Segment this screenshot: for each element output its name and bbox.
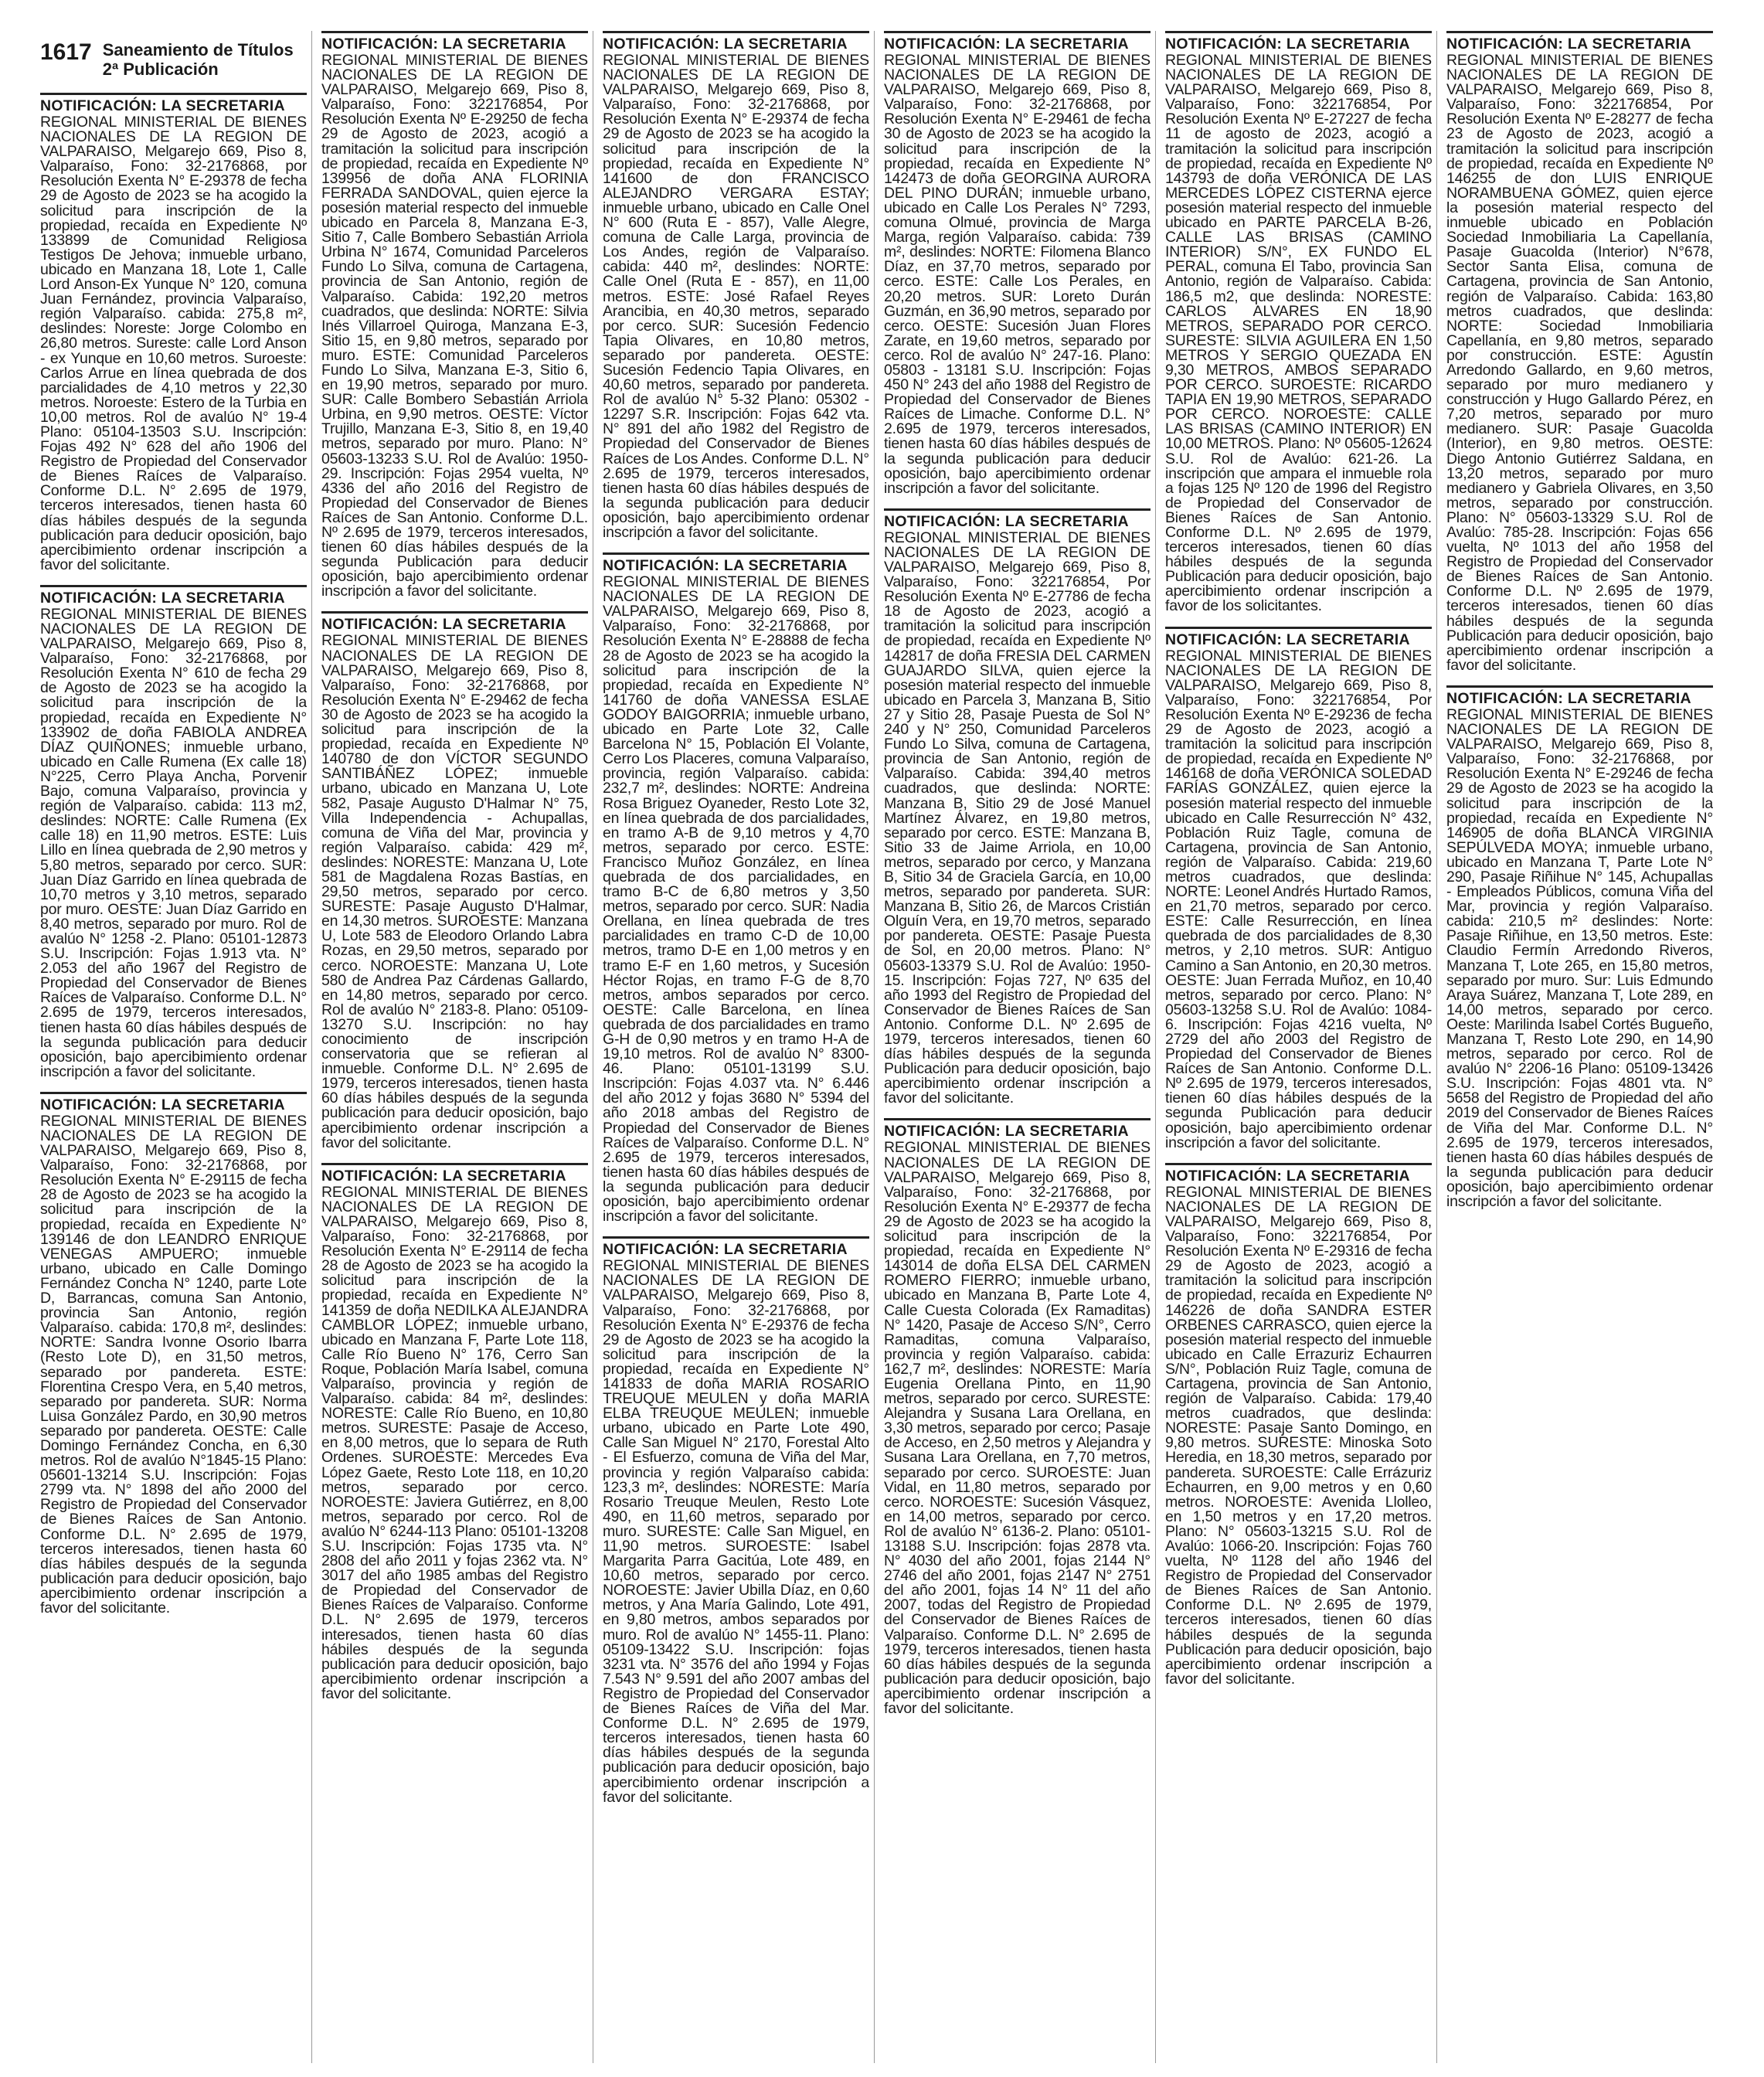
notice (603, 1236, 869, 1804)
notice (884, 31, 1151, 496)
notice (603, 31, 869, 540)
notice-body: REGIONAL MINISTERIAL DE BIENES NACIONALES DE LA REGION DE VALPARAISO, Melgarejo 669, Piso 8, Valparaíso, Fono: 322176854, Por Resolución Exenta Nº E-29250 de fecha 29 de Agosto de 2023, acogió a tramitación la solicitud para inscripción de propiedad, recaída en Expediente Nº 139956 de doña ANA FLORINIA FERRADA SANDOVAL, quien ejerce la posesión material respecto del inmueble ubicado en Parcela 8, Manzana E-3, Sitio 7, Calle Bombero Sebastián Arriola Urbina N° 1674, Comunidad Parceleros Fundo Lo Silva, comuna de Cartagena, provincia de San Antonio, región de Valparaíso. Cabida: 192,20 metros cuadrados, que deslinda: NORTE: Silvia Inés Villarroel Quiroga, Manzana E-3, Sitio 15, en 9,80 metros, separado por muro. ESTE: Comunidad Parceleros Fundo Lo Silva, Manzana E-3, Sitio 6, en 19,90 metros, separado por muro. SUR: Calle Bombero Sebastián Arriola Urbina, en 9,90 metros. OESTE: Víctor Trujillo, Manzana E-3, Sitio 8, en 19,40 metros, separado por muro. Plano: N° 05603-13233 S.U. Rol de Avalúo: 1950-29. Inscripción: Fojas 2954 vuelta, Nº 4336 del año 2016 del Registro de Propiedad del Conservador de Bienes Raíces de San Antonio. Conforme D.L. Nº 2.695 de 1979, terceros interesados, tienen 60 días hábiles después de la segunda Publicación para deducir oposición, bajo apercibimiento ordenar inscripción a favor del solicitante. (321, 52, 588, 600)
notice-title: NOTIFICACIÓN: LA SECRETARIA (1446, 685, 1713, 708)
section-title: Saneamiento de Títulos (102, 40, 294, 59)
section-header (40, 31, 307, 93)
publication-label: 2ª Publicación (102, 59, 219, 79)
notice-body: REGIONAL MINISTERIAL DE BIENES NACIONALES DE LA REGION DE VALPARAISO, Melgarejo 669, Piso 8, Valparaíso, Fono: 32-2176868, por Resolución Exenta N° E-29378 de fecha 29 de Agosto de 2023 se ha acogido la solicitud para inscripción de la propiedad, recaída en Expediente Nº 133899 de Comunidad Religiosa Testigos De Jehova; inmueble urbano, ubicado en Manzana 18, Lote 1, Calle Lord Anson-Ex Yunque N° 120, comuna Juan Fernández, provincia Valparaíso, región Valparaíso. cabida: 275,8 m², deslindes: Noreste: Jorge Colombo en 26,80 metros. Sureste: calle Lord Anson - ex Yunque en 10,60 metros. Suroeste: Carlos Arrue en línea quebrada de dos parcialidades de 4,10 metros y 22,30 metros. Noroeste: Estero de la Turbia en 10,00 metros. Rol de avalúo N° 19-4 Plano: 05104-13503 S.U. Inscripción: Fojas 492 N° 628 del año 1906 del Registro de Propiedad del Conservador de Bienes Raíces de Valparaíso. Conforme D.L. N° 2.695 de 1979, terceros interesados, tienen hasta 60 días hábiles después de la segunda publicación para deducir oposición, bajo apercibimiento ordenar inscripción a favor del solicitante. (40, 114, 307, 573)
column-2 (321, 31, 588, 2063)
notice-body: REGIONAL MINISTERIAL DE BIENES NACIONALES DE LA REGION DE VALPARAISO, Melgarejo 669, Piso 8, Valparaíso, Fono: 32-2176868, por Resolución Exenta N° E-29115 de fecha 28 de Agosto de 2023 se ha acogido la solicitud para inscripción de la propiedad, recaída en Expediente N° 139146 de don LEANDRO ENRIQUE VENEGAS AMPUERO; inmueble urbano, ubicado en Calle Domingo Fernández Concha N° 1240, parte Lote D, Barrancas, comuna San Antonio, provincia San Antonio, región Valparaíso. cabida: 170,8 m², deslindes: NORTE: Sandra Ivonne Osorio Ibarra (Resto Lote D), en 31,50 metros, separado por pandereta. ESTE: Florentina Crespo Vera, en 5,40 metros, separado por pandereta. SUR: Norma Luisa González Pardo, en 30,90 metros separado por pandereta. OESTE: Calle Domingo Fernández Concha, en 6,30 metros. Rol de avalúo N°1845-15 Plano: 05601-13214 S.U. Inscripción: Fojas 2799 vta. N° 1898 del año 2000 del Registro de Propiedad del Conservador de Bienes Raíces de San Antonio. Conforme D.L. N° 2.695 de 1979, terceros interesados, tienen hasta 60 días hábiles después de la segunda publicación para deducir oposición, bajo apercibimiento ordenar inscripción a favor del solicitante. (40, 1112, 307, 1616)
notice-body: REGIONAL MINISTERIAL DE BIENES NACIONALES DE LA REGION DE VALPARAISO, Melgarejo 669, Piso 8, Valparaíso, Fono: 32-2176868, por Resolución Exenta N° E-29462 de fecha 30 de Agosto de 2023 se ha acogido la solicitud para inscripción de la propiedad, recaída en Expediente Nº 140780 de don VÍCTOR SEGUNDO SANTIBÁÑEZ LÓPEZ; inmueble urbano, ubicado en Manzana U, Lote 582, Pasaje Augusto D'Halmar N° 75, Villa Independencia - Achupallas, comuna de Viña del Mar, provincia y región Valparaíso. cabida: 429 m², deslindes: NORESTE: Manzana U, Lote 581 de Magdalena Rozas Bastías, en 29,50 metros, separado por cerco. SURESTE: Pasaje Augusto D'Halmar, en 14,30 metros. SUROESTE: Manzana U, Lote 583 de Eleodoro Orlando Labra Rozas, en 29,50 metros, separado por cerco. NOROESTE: Manzana U, Lote 580 de Andrea Paz Cárdenas Gallardo, en 14,80 metros, separado por cerco. Rol de avalúo N° 2183-8. Plano: 05109-13270 S.U. Inscripción: no hay conocimiento de inscripción conservatoria que se refieran al inmueble. Conforme D.L. N° 2.695 de 1979, terceros interesados, tienen hasta 60 días hábiles después de la segunda publicación para deducir oposición, bajo apercibimiento ordenar inscripción a favor del solicitante. (321, 632, 588, 1151)
notice-title: NOTIFICACIÓN: LA SECRETARIA (884, 31, 1151, 53)
column-3 (603, 31, 869, 2063)
notice-body: REGIONAL MINISTERIAL DE BIENES NACIONALES DE LA REGION DE VALPARAISO, Melgarejo 669, Piso 8, Valparaíso, Fono: 32-2176868, por Resolución Exenta N° E-29376 de fecha 29 de Agosto de 2023 se ha acogido la solicitud para inscripción de la propiedad, recaída en Expediente N° 141833 de doña MARIA ROSARIO TREUQUE MEULEN y doña MARIA ELBA TREUQUE MEULEN; inmueble urbano, ubicado en Parte Lote 490, Calle San Miguel N° 2170, Forestal Alto - El Esfuerzo, comuna de Viña del Mar, provincia y región Valparaíso cabida: 123,3 m², deslindes: NORESTE: María Rosario Treuque Meulen, Resto Lote 490, en 11,60 metros, separado por muro. SURESTE: Calle San Miguel, en 11,90 metros. SUROESTE: Isabel Margarita Parra Gacitúa, Lote 489, en 10,60 metros, separado por cerco. NOROESTE: Javier Ubilla Díaz, en 0,60 metros, y Ana María Galindo, Lote 491, en 9,80 metros, ambos separados por muro. Rol de avalúo N° 1455-11. Plano: 05109-13422 S.U. Inscripción: fojas 3231 vta. N° 3576 del año 1994 y Fojas 7.543 N° 9.591 del año 2007 ambas del Registro de Propiedad del Conservador de Bienes Raíces de Viña del Mar. Conforme D.L. N° 2.695 de 1979, terceros interesados, tienen hasta 60 días hábiles después de la segunda publicación para deducir oposición, bajo apercibimiento ordenar inscripción a favor del solicitante. (603, 1257, 869, 1806)
column-divider (1436, 31, 1437, 2063)
notice (1446, 31, 1713, 673)
notice-body: REGIONAL MINISTERIAL DE BIENES NACIONALES DE LA REGION DE VALPARAISO, Melgarejo 669, Piso 8, Valparaíso, Fono: 322176854, Por Resolución Exenta Nº E-27786 de fecha 18 de Agosto de 2023, acogió a tramitación la solicitud para inscripción de propiedad, recaída en Expediente Nº 142817 de doña FRESIA DEL CARMEN GUAJARDO SILVA, quien ejerce la posesión material respecto del inmueble ubicado en Parcela 3, Manzana B, Sitio 27 y Sitio 28, Pasaje Puesta de Sol N° 240 y N° 250, Comunidad Parceleros Fundo Lo Silva, comuna de Cartagena, provincia de San Antonio, región de Valparaíso. Cabida: 394,40 metros cuadrados, que deslinda: NORTE: Manzana B, Sitio 29 de José Manuel Martínez Álvarez, en 19,80 metros, separado por cerco. ESTE: Manzana B, Sitio 33 de Jaime Arriola, en 10,00 metros, separado por cerco, y Manzana B, Sitio 34 de Graciela García, en 10,00 metros, separado por pandereta. SUR: Manzana B, Sitio 26, de Marcos Cristián Olguín Vera, en 19,70 metros, separado por pandereta. OESTE: Pasaje Puesta de Sol, en 20,00 metros. Plano: N° 05603-13379 S.U. Rol de Avalúo: 1950-15. Inscripción: Fojas 727, Nº 635 del año 1993 del Registro de Propiedad del Conservador de Bienes Raíces de San Antonio. Conforme D.L. Nº 2.695 de 1979, terceros interesados, tienen 60 días hábiles después de la segunda Publicación para deducir oposición, bajo apercibimiento ordenar inscripción a favor del solicitante. (884, 529, 1151, 1107)
notice-body: REGIONAL MINISTERIAL DE BIENES NACIONALES DE LA REGION DE VALPARAISO, Melgarejo 669, Piso 8, Valparaíso, Fono: 32-2176868, por Resolución Exenta N° E-29461 de fecha 30 de Agosto de 2023 se ha acogido la solicitud para inscripción de la propiedad, recaída en Expediente N° 142473 de doña GEORGINA AURORA DEL PINO DURÁN; inmueble urbano, ubicado en Calle Los Perales N° 7293, comuna Olmué, provincia de Marga Marga, región Valparaíso. cabida: 739 m², deslindes: NORTE: Filomena Blanco Díaz, en 37,70 metros, separado por cerco. ESTE: Calle Los Perales, en 20,20 metros. SUR: Loreto Durán Guzmán, en 36,90 metros, separado por cerco. OESTE: Sucesión Juan Flores Zarate, en 19,60 metros, separado por cerco. Rol de avalúo N° 247-16. Plano: 05803 - 13181 S.U. Inscripción: Fojas 450 N° 243 del año 1988 del Registro de Propiedad del Conservador de Bienes Raíces de Limache. Conforme D.L. N° 2.695 de 1979, terceros interesados, tienen hasta 60 días hábiles después de la segunda publicación para deducir oposición, bajo apercibimiento ordenar inscripción a favor del solicitante. (884, 52, 1151, 497)
notice-title: NOTIFICACIÓN: LA SECRETARIA (40, 1092, 307, 1114)
notice-body: REGIONAL MINISTERIAL DE BIENES NACIONALES DE LA REGION DE VALPARAISO, Melgarejo 669, Piso 8, Valparaíso, Fono: 32-2176868, por Resolución Exenta N° 610 de fecha 29 de Agosto de 2023 se ha acogido la solicitud para inscripción de la propiedad, recaída en Expediente N° 133902 de doña FABIOLA ANDREA DÍAZ QUIÑONES; inmueble urbano, ubicado en Calle Rumena (Ex calle 18) N°225, Cerro Playa Ancha, Porvenir Bajo, comuna Valparaíso, provincia y región de Valparaíso. cabida: 113 m2, deslindes: NORTE: Calle Rumena (Ex calle 18) en 11,90 metros. ESTE: Luis Lillo en línea quebrada de 2,90 metros y 5,80 metros, separado por cerco. SUR: Juan Díaz Garrido en línea quebrada de 10,70 metros y 3,10 metros, separado por muro. OESTE: Juan Díaz Garrido en 8,40 metros, separado por muro. Rol de avalúo N° 1258 -2. Plano: 05101-12873 S.U. Inscripción: Fojas 1.913 vta. N° 2.053 del año 1967 del Registro de Propiedad del Conservador de Bienes Raíces de Valparaíso. Conforme D.L. N° 2.695 de 1979, terceros interesados, tienen hasta 60 días hábiles después de la segunda publicación para deducir oposición, bajo apercibimiento ordenar inscripción a favor del solicitante. (40, 605, 307, 1080)
column-5 (1165, 31, 1432, 2063)
notice-title: NOTIFICACIÓN: LA SECRETARIA (321, 1163, 588, 1185)
notice-title: NOTIFICACIÓN: LA SECRETARIA (40, 585, 307, 607)
notice-title: NOTIFICACIÓN: LA SECRETARIA (1446, 31, 1713, 53)
notice (40, 1092, 307, 1616)
notice (40, 93, 307, 573)
notice-title: NOTIFICACIÓN: LA SECRETARIA (884, 1118, 1151, 1140)
column-6 (1446, 31, 1713, 2063)
page-number: 1617 (40, 39, 92, 65)
notice-title: NOTIFICACIÓN: LA SECRETARIA (1165, 31, 1432, 53)
notice (321, 611, 588, 1150)
column-divider (1155, 31, 1156, 2063)
notice (884, 1118, 1151, 1716)
notice-body: REGIONAL MINISTERIAL DE BIENES NACIONALES DE LA REGION DE VALPARAISO, Melgarejo 669, Piso 8, Valparaíso, Fono: 32-2176868, por Resolución Exenta N° E-29377 de fecha 29 de Agosto de 2023 se ha acogido la solicitud para inscripción de la propiedad, recaída en Expediente N° 143014 de doña ELSA DEL CARMEN ROMERO FIERRO; inmueble urbano, ubicado en Manzana B, Parte Lote 4, Calle Cuesta Colorada (Ex Ramaditas) N° 1420, Pasaje de Acceso S/N°, Cerro Ramaditas, comuna Valparaíso, provincia y región Valparaíso. cabida: 162,7 m², deslindes: NORESTE: María Eugenia Orellana Pinto, en 11,90 metros, separado por cerco. SURESTE: Alejandra y Susana Lara Orellana, en 3,30 metros, separado por cerco; Pasaje de Acceso, en 2,50 metros y Alejandra y Susana Lara Orellana, en 7,70 metros, separado por cerco. SUROESTE: Juan Vidal, en 11,80 metros, separado por cerco. NOROESTE: Sucesión Vásquez, en 14,00 metros, separado por cerco. Rol de avalúo N° 6136-2. Plano: 05101-13188 S.U. Inscripción: fojas 2878 vta. N° 4030 del año 2001, fojas 2144 N° 2746 del año 2001, fojas 2147 N° 2751 del año 2001, fojas 14 N° 11 del año 2007, todas del Registro de Propiedad del Conservador de Bienes Raíces de Valparaíso. Conforme D.L. N° 2.695 de 1979, terceros interesados, tienen hasta 60 días hábiles después de la segunda publicación para deducir oposición, bajo apercibimiento ordenar inscripción a favor del solicitante. (884, 1139, 1151, 1718)
notice-body: REGIONAL MINISTERIAL DE BIENES NACIONALES DE LA REGION DE VALPARAISO, Melgarejo 669, Piso 8, Valparaíso, Fono: 322176854, Por Resolución Exenta Nº E-27227 de fecha 11 de agosto de 2023, acogió a tramitación la solicitud para inscripción de propiedad, recaída en Expediente Nº 143793 de doña VERÓNICA DE LAS MERCEDES LÓPEZ CISTERNA ejerce posesión material respecto del inmueble ubicado en PARTE PARCELA B-26, CALLE LAS BRISAS (CAMINO INTERIOR) S/N°, EX FUNDO EL PERAL, comuna El Tabo, provincia San Antonio, región de Valparaíso. Cabida: 186,5 m2, que deslinda: NORESTE: CARLOS ALVARES EN 18,90 METROS, SEPARADO POR CERCO. SURESTE: SILVIA AGUILERA EN 1,50 METROS Y SERGIO QUEZADA EN 9,30 METROS, AMBOS SEPARADO POR CERCO. SUROESTE: RICARDO TAPIA EN 19,90 METROS, SEPARADO POR CERCO. NOROESTE: CALLE LAS BRISAS (CAMINO INTERIOR) EN 10,00 METROS. Plano: Nº 05605-12624 S.U. Rol de Avalúo: 621-26. La inscripción que ampara el inmueble rola a fojas 125 Nº 120 de 1996 del Registro de Propiedad del Conservador de Bienes Raíces de San Antonio. Conforme D.L. Nº 2.695 de 1979, terceros interesados, tienen 60 días hábiles después de la segunda Publicación para deducir oposición, bajo apercibimiento ordenar inscripción a favor de los solicitantes. (1165, 52, 1432, 615)
notice-body: REGIONAL MINISTERIAL DE BIENES NACIONALES DE LA REGION DE VALPARAISO, Melgarejo 669, Piso 8, Valparaíso, Fono: 32-2176868, por Resolución Exenta N° E-28888 de fecha 28 de Agosto de 2023 se ha acogido la solicitud para inscripción de la propiedad, recaída en Expediente N° 141760 de doña VANESSA ESLAE GODOY BAIGORRIA; inmueble urbano, ubicado en Parte Lote 32, Calle Barcelona N° 15, Población El Volante, Cerro Los Placeres, comuna Valparaíso, provincia, región Valparaíso. cabida: 232,7 m², deslindes: NORTE: Andreina Rosa Briguez Oyaneder, Resto Lote 32, en línea quebrada de dos parcialidades, en tramo A-B de 9,10 metros y 4,70 metros, separado por cerco. ESTE: Francisco Muñoz González, en línea quebrada de dos parcialidades, en tramo B-C de 6,80 metros y 3,50 metros, separado por cerco. SUR: Nadia Orellana, en línea quebrada de tres parcialidades en tramo C-D de 10,00 metros, tramo D-E en 1,00 metros y en tramo E-F en 1,60 metros, y Sucesión Héctor Rojas, en tramo F-G de 8,70 metros, ambos separados por cerco. OESTE: Calle Barcelona, en línea quebrada de dos parcialidades en tramo G-H de 0,90 metros y en tramo H-A de 19,10 metros. Rol de avalúo N° 8300-46. Plano: 05101-13199 S.U. Inscripción: Fojas 4.037 vta. N° 6.446 del año 2012 y fojas 3680 N° 5394 del año 2018 ambas del Registro de Propiedad del Conservador de Bienes Raíces de Valparaíso. Conforme D.L. N° 2.695 de 1979, terceros interesados, tienen hasta 60 días hábiles después de la segunda publicación para deducir oposición, bajo apercibimiento ordenar inscripción a favor del solicitante. (603, 573, 869, 1225)
notice (603, 552, 869, 1224)
notice-body: REGIONAL MINISTERIAL DE BIENES NACIONALES DE LA REGION DE VALPARAISO, Melgarejo 669, Piso 8, Valparaíso, Fono: 32-2176868, por Resolución Exenta N° E-29114 de fecha 28 de Agosto de 2023 se ha acogido la solicitud para inscripción de la propiedad, recaída en Expediente N° 141359 de doña NEDILKA ALEJANDRA CAMBLOR LÓPEZ; inmueble urbano, ubicado en Manzana F, Parte Lote 118, Calle Río Bueno N° 176, Cerro San Roque, Población María Isabel, comuna Valparaíso, provincia y región de Valparaíso. cabida: 84 m², deslindes: NORESTE: Calle Río Bueno, en 10,80 metros. SURESTE: Pasaje de Acceso, en 8,00 metros, que lo separa de Ruth Ordenes. SUROESTE: Mercedes Eva López Gaete, Resto Lote 118, en 10,20 metros, separado por cerco. NOROESTE: Javiera Gutiérrez, en 8,00 metros, separado por cerco. Rol de avalúo N° 6244-113 Plano: 05101-13208 S.U. Inscripción: Fojas 1735 vta. N° 2808 del año 2011 y fojas 2362 vta. N° 3017 del año 1985 ambas del Registro de Propiedad del Conservador de Bienes Raíces de Valparaíso. Conforme D.L. N° 2.695 de 1979, terceros interesados, tienen hasta 60 días hábiles después de la segunda publicación para deducir oposición, bajo apercibimiento ordenar inscripción a favor del solicitante. (321, 1183, 588, 1702)
notice-body: REGIONAL MINISTERIAL DE BIENES NACIONALES DE LA REGION DE VALPARAISO, Melgarejo 669, Piso 8, Valparaíso, Fono: 322176854, Por Resolución Exenta Nº E-29316 de fecha 29 de Agosto de 2023, acogió a tramitación la solicitud para inscripción de propiedad, recaída en Expediente Nº 146226 de doña SANDRA ESTER ORBENES CARRASCO, quien ejerce la posesión material respecto del inmueble ubicado en Calle Errazuriz Echaurren S/N°, Población Ruiz Tagle, comuna de Cartagena, provincia de San Antonio, región de Valparaíso. Cabida: 179,40 metros cuadrados, que deslinda: NORESTE: Pasaje Santo Domingo, en 9,80 metros. SURESTE: Minoska Soto Heredia, en 18,30 metros, separado por pandereta. SUROESTE: Calle Errázuriz Echaurren, en 9,00 metros y en 0,60 metros. NOROESTE: Avenida Llolleo, en 1,50 metros y en 17,20 metros. Plano: N° 05603-13215 S.U. Rol de Avalúo: 1066-20. Inscripción: Fojas 760 vuelta, Nº 1128 del año 1946 del Registro de Propiedad del Conservador de Bienes Raíces de San Antonio. Conforme D.L. Nº 2.695 de 1979, terceros interesados, tienen 60 días hábiles después de la segunda Publicación para deducir oposición, bajo apercibimiento ordenar inscripción a favor del solicitante. (1165, 1183, 1432, 1688)
notice-title: NOTIFICACIÓN: LA SECRETARIA (603, 552, 869, 575)
column-4 (884, 31, 1151, 2063)
notice (1165, 627, 1432, 1151)
notice-title: NOTIFICACIÓN: LA SECRETARIA (1165, 1163, 1432, 1185)
notice-title: NOTIFICACIÓN: LA SECRETARIA (603, 31, 869, 53)
notice (1446, 685, 1713, 1209)
notice-title: NOTIFICACIÓN: LA SECRETARIA (884, 508, 1151, 531)
notice (884, 508, 1151, 1106)
column-1 (40, 31, 307, 2063)
notice-body: REGIONAL MINISTERIAL DE BIENES NACIONALES DE LA REGION DE VALPARAISO, Melgarejo 669, Piso 8, Valparaíso, Fono: 322176854, Por Resolución Exenta Nº E-29236 de fecha 29 de Agosto de 2023, acogió a tramitación la solicitud para inscripción de propiedad, recaída en Expediente Nº 146168 de doña VERÓNICA SOLEDAD FARÍAS GONZÁLEZ, quien ejerce la posesión material respecto del inmueble ubicado en Calle Resurrección N° 432, Población Ruiz Tagle, comuna de Cartagena, provincia de San Antonio, región de Valparaíso. Cabida: 219,60 metros cuadrados, que deslinda: NORTE: Leonel Andrés Hurtado Ramos, en 21,70 metros, separado por cerco. ESTE: Calle Resurrección, en línea quebrada de dos parcialidades de 8,30 metros, y 2,10 metros. SUR: Antiguo Camino a San Antonio, en 20,30 metros. OESTE: Juan Ferrada Muñoz, en 10,40 metros, separado por cerco. Plano: N° 05603-13258 S.U. Rol de Avalúo: 1084-6. Inscripción: Fojas 4216 vuelta, Nº 2729 del año 2003 del Registro de Propiedad del Conservador de Bienes Raíces de San Antonio. Conforme D.L. Nº 2.695 de 1979, terceros interesados, tienen 60 días hábiles después de la segunda Publicación para deducir oposición, bajo apercibimiento ordenar inscripción a favor del solicitante. (1165, 647, 1432, 1151)
notice-body: REGIONAL MINISTERIAL DE BIENES NACIONALES DE LA REGION DE VALPARAISO, Melgarejo 669, Piso 8, Valparaíso, Fono: 32-2176868, por Resolución Exenta N° E-29246 de fecha 29 de Agosto de 2023 se ha acogido la solicitud para inscripción de la propiedad, recaída en Expediente N° 146905 de doña BLANCA VIRGINIA SEPÚLVEDA MOYA; inmueble urbano, ubicado en Manzana T, Parte Lote N° 290, Pasaje Riñihue N° 145, Achupallas - Empleados Públicos, comuna Viña del Mar, provincia y región Valparaíso. cabida: 210,5 m² deslindes: Norte: Pasaje Riñihue, en 13,50 metros. Este: Claudio Fermín Arredondo Riveros, Manzana T, Lote 265, en 15,80 metros, separado por muro. Sur: Luis Edmundo Araya Suárez, Manzana T, Lote 289, en 14,00 metros, separado por cerco. Oeste: Marilinda Isabel Cortés Bugueño, Manzana T, Resto Lote 290, en 14,90 metros, separado por cerco. Rol de avalúo N° 2206-16 Plano: 05109-13426 S.U. Inscripción: Fojas 4801 vta. N° 5658 del Registro de Propiedad del año 2019 del Conservador de Bienes Raíces de Viña del Mar. Conforme D.L. N° 2.695 de 1979, terceros interesados, tienen hasta 60 días hábiles después de la segunda publicación para deducir oposición, bajo apercibimiento ordenar inscripción a favor del solicitante. (1446, 705, 1713, 1211)
notice-title: NOTIFICACIÓN: LA SECRETARIA (40, 93, 307, 115)
notice (40, 585, 307, 1079)
notice-body: REGIONAL MINISTERIAL DE BIENES NACIONALES DE LA REGION DE VALPARAISO, Melgarejo 669, Piso 8, Valparaíso, Fono: 322176854, Por Resolución Exenta Nº E-28277 de fecha 23 de Agosto de 2023, acogió a tramitación la solicitud para inscripción de propiedad, recaída en Expediente Nº 146255 de don LUIS ENRIQUE NORAMBUENA GÓMEZ, quien ejerce la posesión material respecto del inmueble ubicado en Población Sociedad Inmobiliaria La Capellanía, Pasaje Guacolda (Interior) N°678, Sector Santa Elisa, comuna de Cartagena, provincia de San Antonio, región de Valparaíso. Cabida: 163,80 metros cuadrados, que deslinda: NORTE: Sociedad Inmobiliaria Capellanía, en 9,80 metros, separado por construcción. ESTE: Agustín Arredondo Gallardo, en 9,60 metros, separado por muro medianero y construcción y Hugo Gallardo Pérez, en 7,20 metros, separado por muro medianero. SUR: Pasaje Guacolda (Interior), en 9,80 metros. OESTE: Diego Antonio Gutiérrez Saldana, en 13,20 metros, separado por muro medianero y Gabriela Olivares, en 3,50 metros, separado por construcción. Plano: N° 05603-13329 S.U. Rol de Avalúo: 785-28. Inscripción: Fojas 656 vuelta, Nº 1013 del año 1958 del Registro de Propiedad del Conservador de Bienes Raíces de San Antonio. Conforme D.L. Nº 2.695 de 1979, terceros interesados, tienen 60 días hábiles después de la segunda Publicación para deducir oposición, bajo apercibimiento ordenar inscripción a favor del solicitante. (1446, 52, 1713, 674)
column-divider (874, 31, 875, 2063)
notice-body: REGIONAL MINISTERIAL DE BIENES NACIONALES DE LA REGION DE VALPARAISO, Melgarejo 669, Piso 8, Valparaíso, Fono: 32-2176868, por Resolución Exenta N° E-29374 de fecha 29 de Agosto de 2023 se ha acogido la solicitud para inscripción de la propiedad, recaída en Expediente N° 141600 de don FRANCISCO ALEJANDRO VERGARA ESTAY; inmueble urbano, ubicado en Calle Onel N° 600 (Ruta E - 857), Valle Alegre, comuna de Calle Larga, provincia de Los Andes, región de Valparaíso. cabida: 440 m², deslindes: NORTE: Calle Onel (Ruta E - 857), en 11,00 metros. ESTE: José Rafael Reyes Arancibia, en 40,30 metros, separado por cerco. SUR: Sucesión Fedencio Tapia Olivares, en 10,80 metros, separado por pandereta. OESTE: Sucesión Fedencio Tapia Olivares, en 40,60 metros, separado por pandereta. Rol de avalúo N° 5-32 Plano: 05302 - 12297 S.R. Inscripción: Fojas 642 vta. N° 891 del año 1982 del Registro de Propiedad del Conservador de Bienes Raíces de Los Andes. Conforme D.L. N° 2.695 de 1979, terceros interesados, tienen hasta 60 días hábiles después de la segunda publicación para deducir oposición, bajo apercibimiento ordenar inscripción a favor del solicitante. (603, 52, 869, 541)
notice-title: NOTIFICACIÓN: LA SECRETARIA (1165, 627, 1432, 649)
notice (1165, 1163, 1432, 1687)
notice (321, 1163, 588, 1701)
notice-title: NOTIFICACIÓN: LA SECRETARIA (603, 1236, 869, 1259)
column-divider (311, 31, 312, 2063)
notice-title: NOTIFICACIÓN: LA SECRETARIA (321, 31, 588, 53)
notice-title: NOTIFICACIÓN: LA SECRETARIA (321, 611, 588, 634)
notice (1165, 31, 1432, 614)
notice (321, 31, 588, 599)
